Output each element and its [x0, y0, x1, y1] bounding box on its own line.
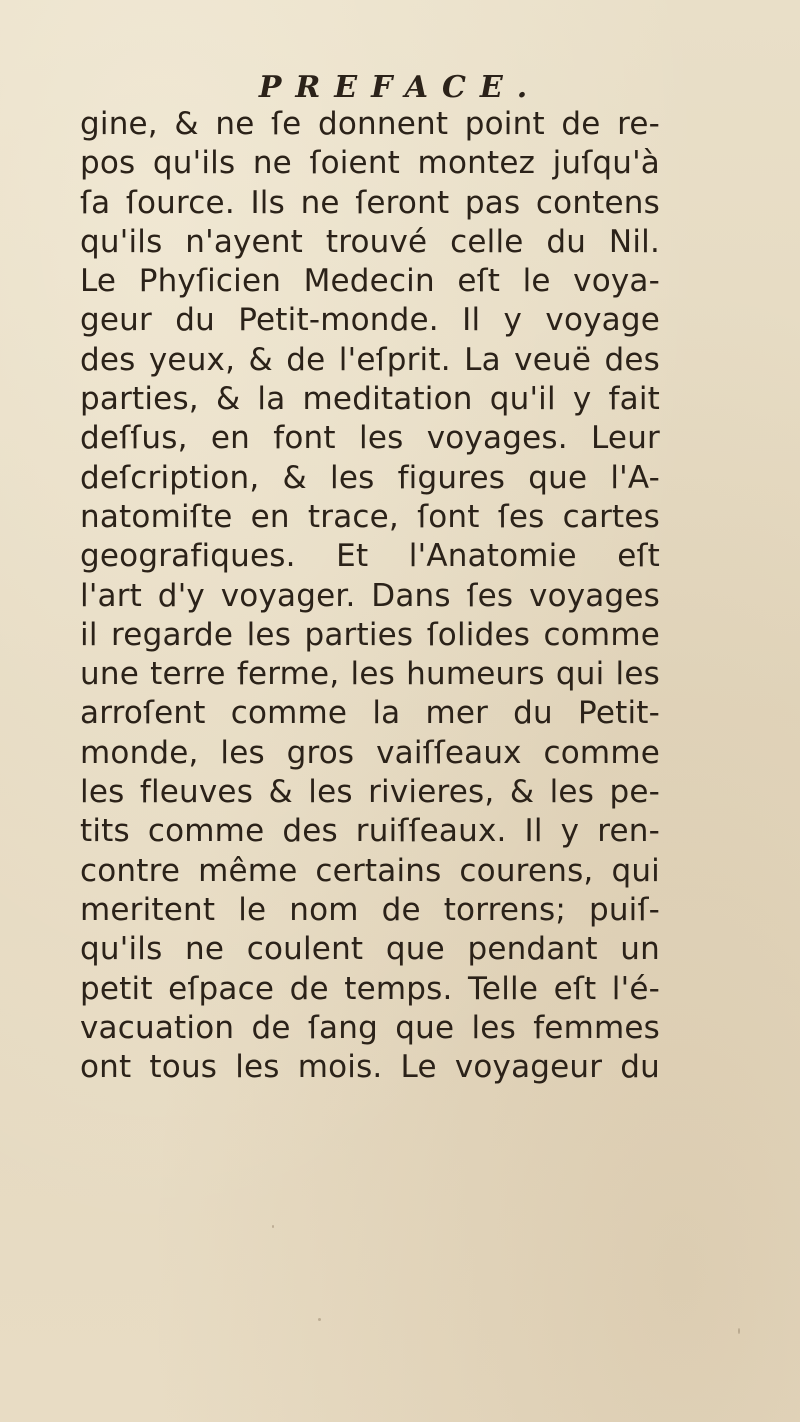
text-line: qu'ils n'ayent trouvé celle du Nil. [80, 223, 660, 260]
text-line: l'art d'y voyager. Dans ſes voyages [80, 577, 660, 614]
text-line: il regarde les parties ſolides comme [80, 616, 660, 653]
running-head: PREFACE. [258, 70, 542, 105]
text-line: une terre ferme, les humeurs qui les [80, 656, 660, 693]
text-line: tits comme des ruiſſeaux. Il y ren- [80, 813, 660, 850]
text-line: parties, & la meditation qu'il y fait [80, 381, 660, 418]
text-line: Le Phyſicien Medecin eſt le voya- [80, 263, 660, 300]
text-line: ont tous les mois. Le voyageur du [80, 1049, 660, 1086]
text-line: pos qu'ils ne ſoient montez juſqu'à [80, 145, 660, 182]
text-line: meritent le nom de torrens; puiſ- [80, 891, 660, 928]
text-line: gine, & ne ſe donnent point de re- [80, 106, 660, 142]
paper-speck [318, 1318, 321, 1321]
text-line: vacuation de ſang que les femmes [80, 1009, 660, 1046]
body-text [80, 105, 660, 1087]
paper-speck [272, 1225, 274, 1228]
paper-speck [738, 1328, 740, 1334]
text-line: petit eſpace de temps. Telle eſt l'é- [80, 970, 660, 1007]
text-line: arroſent comme la mer du Petit- [80, 695, 660, 732]
text-line: geografiques. Et l'Anatomie eſt [80, 538, 660, 575]
text-line: deſſus, en font les voyages. Leur [80, 420, 660, 457]
text-line: des yeux, & de l'eſprit. La veuë des [80, 341, 660, 378]
text-line: les fleuves & les rivieres, & les pe- [80, 774, 660, 811]
text-line: qu'ils ne coulent que pendant un [80, 931, 660, 968]
text-line: ſa ſource. Ils ne ſeront pas contens [80, 184, 660, 221]
text-line: deſcription, & les figures que l'A- [80, 459, 660, 496]
text-line: geur du Petit-monde. Il y voyage [80, 302, 660, 339]
text-line: natomiſte en trace, ſont ſes cartes [80, 498, 660, 535]
text-line: monde, les gros vaiſſeaux comme [80, 734, 660, 771]
text-line: contre même certains courens, qui [80, 852, 660, 889]
